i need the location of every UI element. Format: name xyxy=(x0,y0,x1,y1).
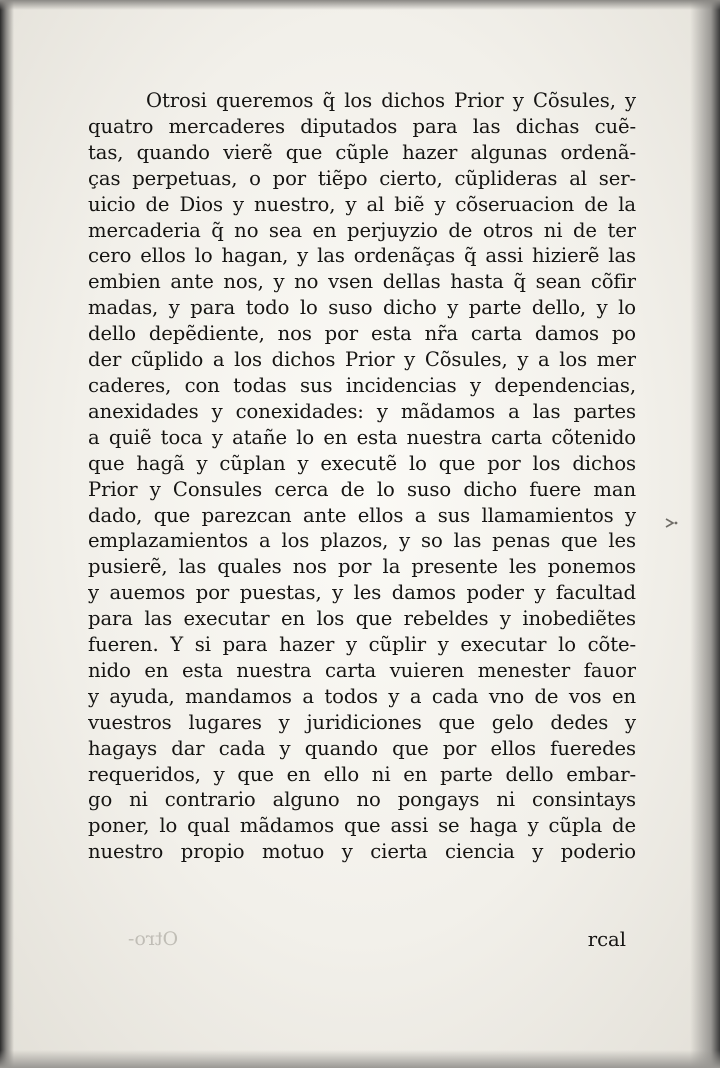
text-line: vuestros lugares y juridiciones que gelo dedes y xyxy=(88,710,636,734)
text-line: dado, que parezcan ante ellos a sus llamamientos y xyxy=(88,503,636,527)
text-line: caderes, con todas sus incidencias y dependencias, xyxy=(88,373,636,397)
text-line: anexidades y conexidades: y mãdamos a las partes xyxy=(88,399,636,423)
catchword: rcal xyxy=(587,928,626,951)
text-line: que hagã y cũplan y executẽ lo que por los dichos xyxy=(88,451,636,475)
text-line: dello depẽdiente, nos por esta nr̃a carta damos po xyxy=(88,322,636,346)
top-page-shadow xyxy=(0,0,720,10)
text-line: Prior y Consules cerca de lo suso dicho fuere man xyxy=(88,477,636,501)
text-line: tas, quando vierẽ que cũple hazer algunas ordenã- xyxy=(88,140,636,164)
text-line: cero ellos lo hagan, y las ordenãças q̃ assi hizierẽ las xyxy=(88,244,636,268)
text-line: embien ante nos, y no vsen dellas hasta q̃ sean cõfir xyxy=(88,270,636,294)
text-line: para las executar en los que rebeldes y inobediẽtes xyxy=(88,607,636,631)
text-line: a quiẽ toca y atañe lo en esta nuestra carta cõtenido xyxy=(88,425,636,449)
text-line: fueren. Y si para hazer y cũplir y executar lo cõte- xyxy=(88,633,636,657)
text-line: der cũplido a los dichos Prior y Cõsules, y a los mer xyxy=(88,348,636,372)
left-page-shadow xyxy=(0,0,14,1068)
text-line: madas, y para todo lo suso dicho y parte dello, y lo xyxy=(88,296,636,320)
text-line: hagays dar cada y quando que por ellos fueredes xyxy=(88,736,636,760)
text-line: uicio de Dios y nuestro, y al biẽ y cõseruacion de la xyxy=(88,192,636,216)
margin-annotation-icon xyxy=(664,516,680,530)
text-line: emplazamientos a los plazos, y so las penas que les xyxy=(88,529,636,553)
text-line: pusierẽ, las quales nos por la presente les ponemos xyxy=(88,555,636,579)
bottom-page-shadow xyxy=(0,1050,720,1068)
body-text xyxy=(88,88,636,865)
text-line: Otrosi queremos q̃ los dichos Prior y Cõsules, y xyxy=(146,89,636,112)
text-line: go ni contrario alguno no pongays ni consintays xyxy=(88,788,636,812)
bleed-through-text: Otro- xyxy=(128,928,179,950)
text-line: ças perpetuas, o por tiẽpo cierto, cũplideras al ser- xyxy=(88,166,636,190)
text-line: y ayuda, mandamos a todos y a cada vno de vos en xyxy=(88,684,636,708)
text-line: requeridos, y que en ello ni en parte dello embar- xyxy=(88,762,636,786)
text-line: y auemos por puestas, y les damos poder y facultad xyxy=(88,581,636,605)
text-line: mercaderia q̃ no sea en perjuyzio de otros ni de ter xyxy=(88,218,636,242)
text-line: nuestro propio motuo y cierta ciencia y poderio xyxy=(88,840,636,864)
text-line: poner, lo qual mãdamos que assi se haga y cũpla de xyxy=(88,814,636,838)
text-line: nido en esta nuestra carta vuieren menester fauor xyxy=(88,658,636,682)
text-line: quatro mercaderes diputados para las dichas cuẽ- xyxy=(88,114,636,138)
right-page-shadow xyxy=(690,0,720,1068)
